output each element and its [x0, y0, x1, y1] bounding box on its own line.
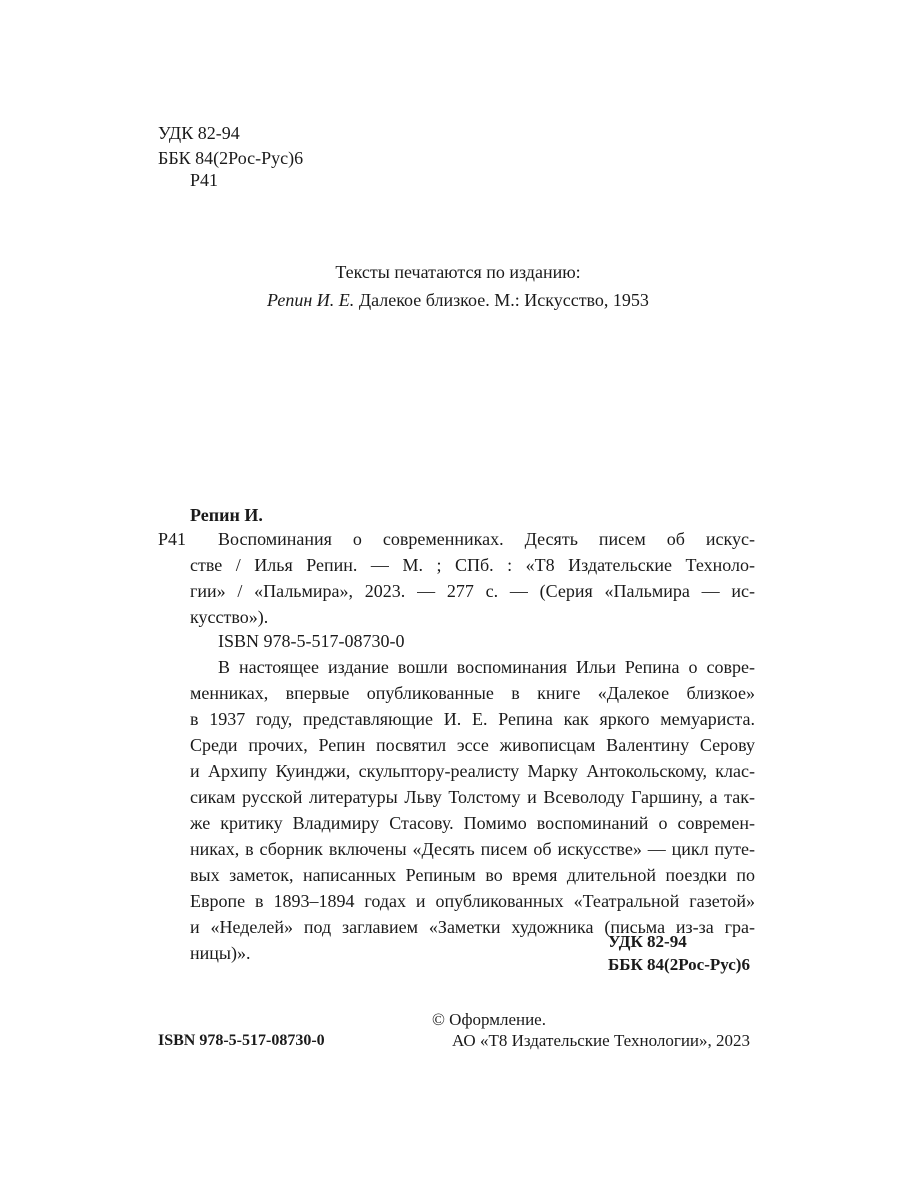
annotation-line: вых заметок, написанных Репиным во время длительной поездки по: [190, 865, 755, 885]
copyright-line2: АО «Т8 Издательские Технологии», 2023: [452, 1031, 751, 1050]
annotation-line: Европе в 1893–1894 годах и опубликованных «Театральной газетой»: [190, 891, 755, 911]
biblio-line: Воспоминания о современниках. Десять писем об искус-: [218, 529, 755, 549]
top-author-mark: Р41: [190, 170, 219, 190]
record-bbk: ББК 84(2Рос-Рус)6: [608, 955, 750, 974]
annotation-line: Среди прочих, Репин посвятил эссе живописцам Валентину Серову: [190, 735, 755, 755]
biblio-line: стве / Илья Репин. — М. ; СПб. : «Т8 Издательские Техноло-: [190, 555, 755, 575]
annotation-line: сикам русской литературы Льву Толстому и Всеволоду Гаршину, а так-: [190, 787, 755, 807]
record-author: Репин И.: [190, 505, 263, 525]
annotation-line: ницы)».: [190, 943, 251, 963]
record-mark: Р41: [158, 529, 187, 549]
source-note-line2: [158, 288, 758, 312]
annotation-line: и Архипу Куинджи, скульптору-реалисту Марку Антокольскому, клас-: [190, 761, 755, 781]
biblio-line: кусство»).: [190, 607, 269, 627]
source-title: Далекое близкое. М.: Искусство, 1953: [354, 290, 649, 310]
annotation-line: же критику Владимиру Стасову. Помимо воспоминаний о современ-: [190, 813, 755, 833]
record-isbn: ISBN 978-5-517-08730-0: [218, 631, 405, 651]
annotation-line: в 1937 году, представляющие И. Е. Репина как яркого мемуариста.: [190, 709, 755, 729]
record-udk: УДК 82-94: [608, 932, 687, 951]
source-author: Репин И. Е.: [267, 290, 355, 310]
source-note-line1: Тексты печатаются по изданию:: [335, 262, 581, 282]
annotation-line: никах, в сборник включены «Десять писем об искусстве» — цикл путе-: [190, 839, 755, 859]
biblio-line: гии» / «Пальмира», 2023. — 277 с. — (Серия «Пальмира — ис-: [190, 581, 755, 601]
annotation-line: В настоящее издание вошли воспоминания Ильи Репина о совре-: [218, 657, 755, 677]
annotation-line: и «Неделей» под заглавием «Заметки художника (письма из-за гра-: [190, 917, 755, 937]
top-bbk: ББК 84(2Рос-Рус)6: [158, 148, 304, 168]
copyright-line1: © Оформление.: [432, 1010, 546, 1029]
footer-isbn: ISBN 978-5-517-08730-0: [158, 1032, 325, 1049]
annotation-line: менниках, впервые опубликованные в книге «Далекое близкое»: [190, 683, 755, 703]
top-udk: УДК 82-94: [158, 123, 240, 143]
